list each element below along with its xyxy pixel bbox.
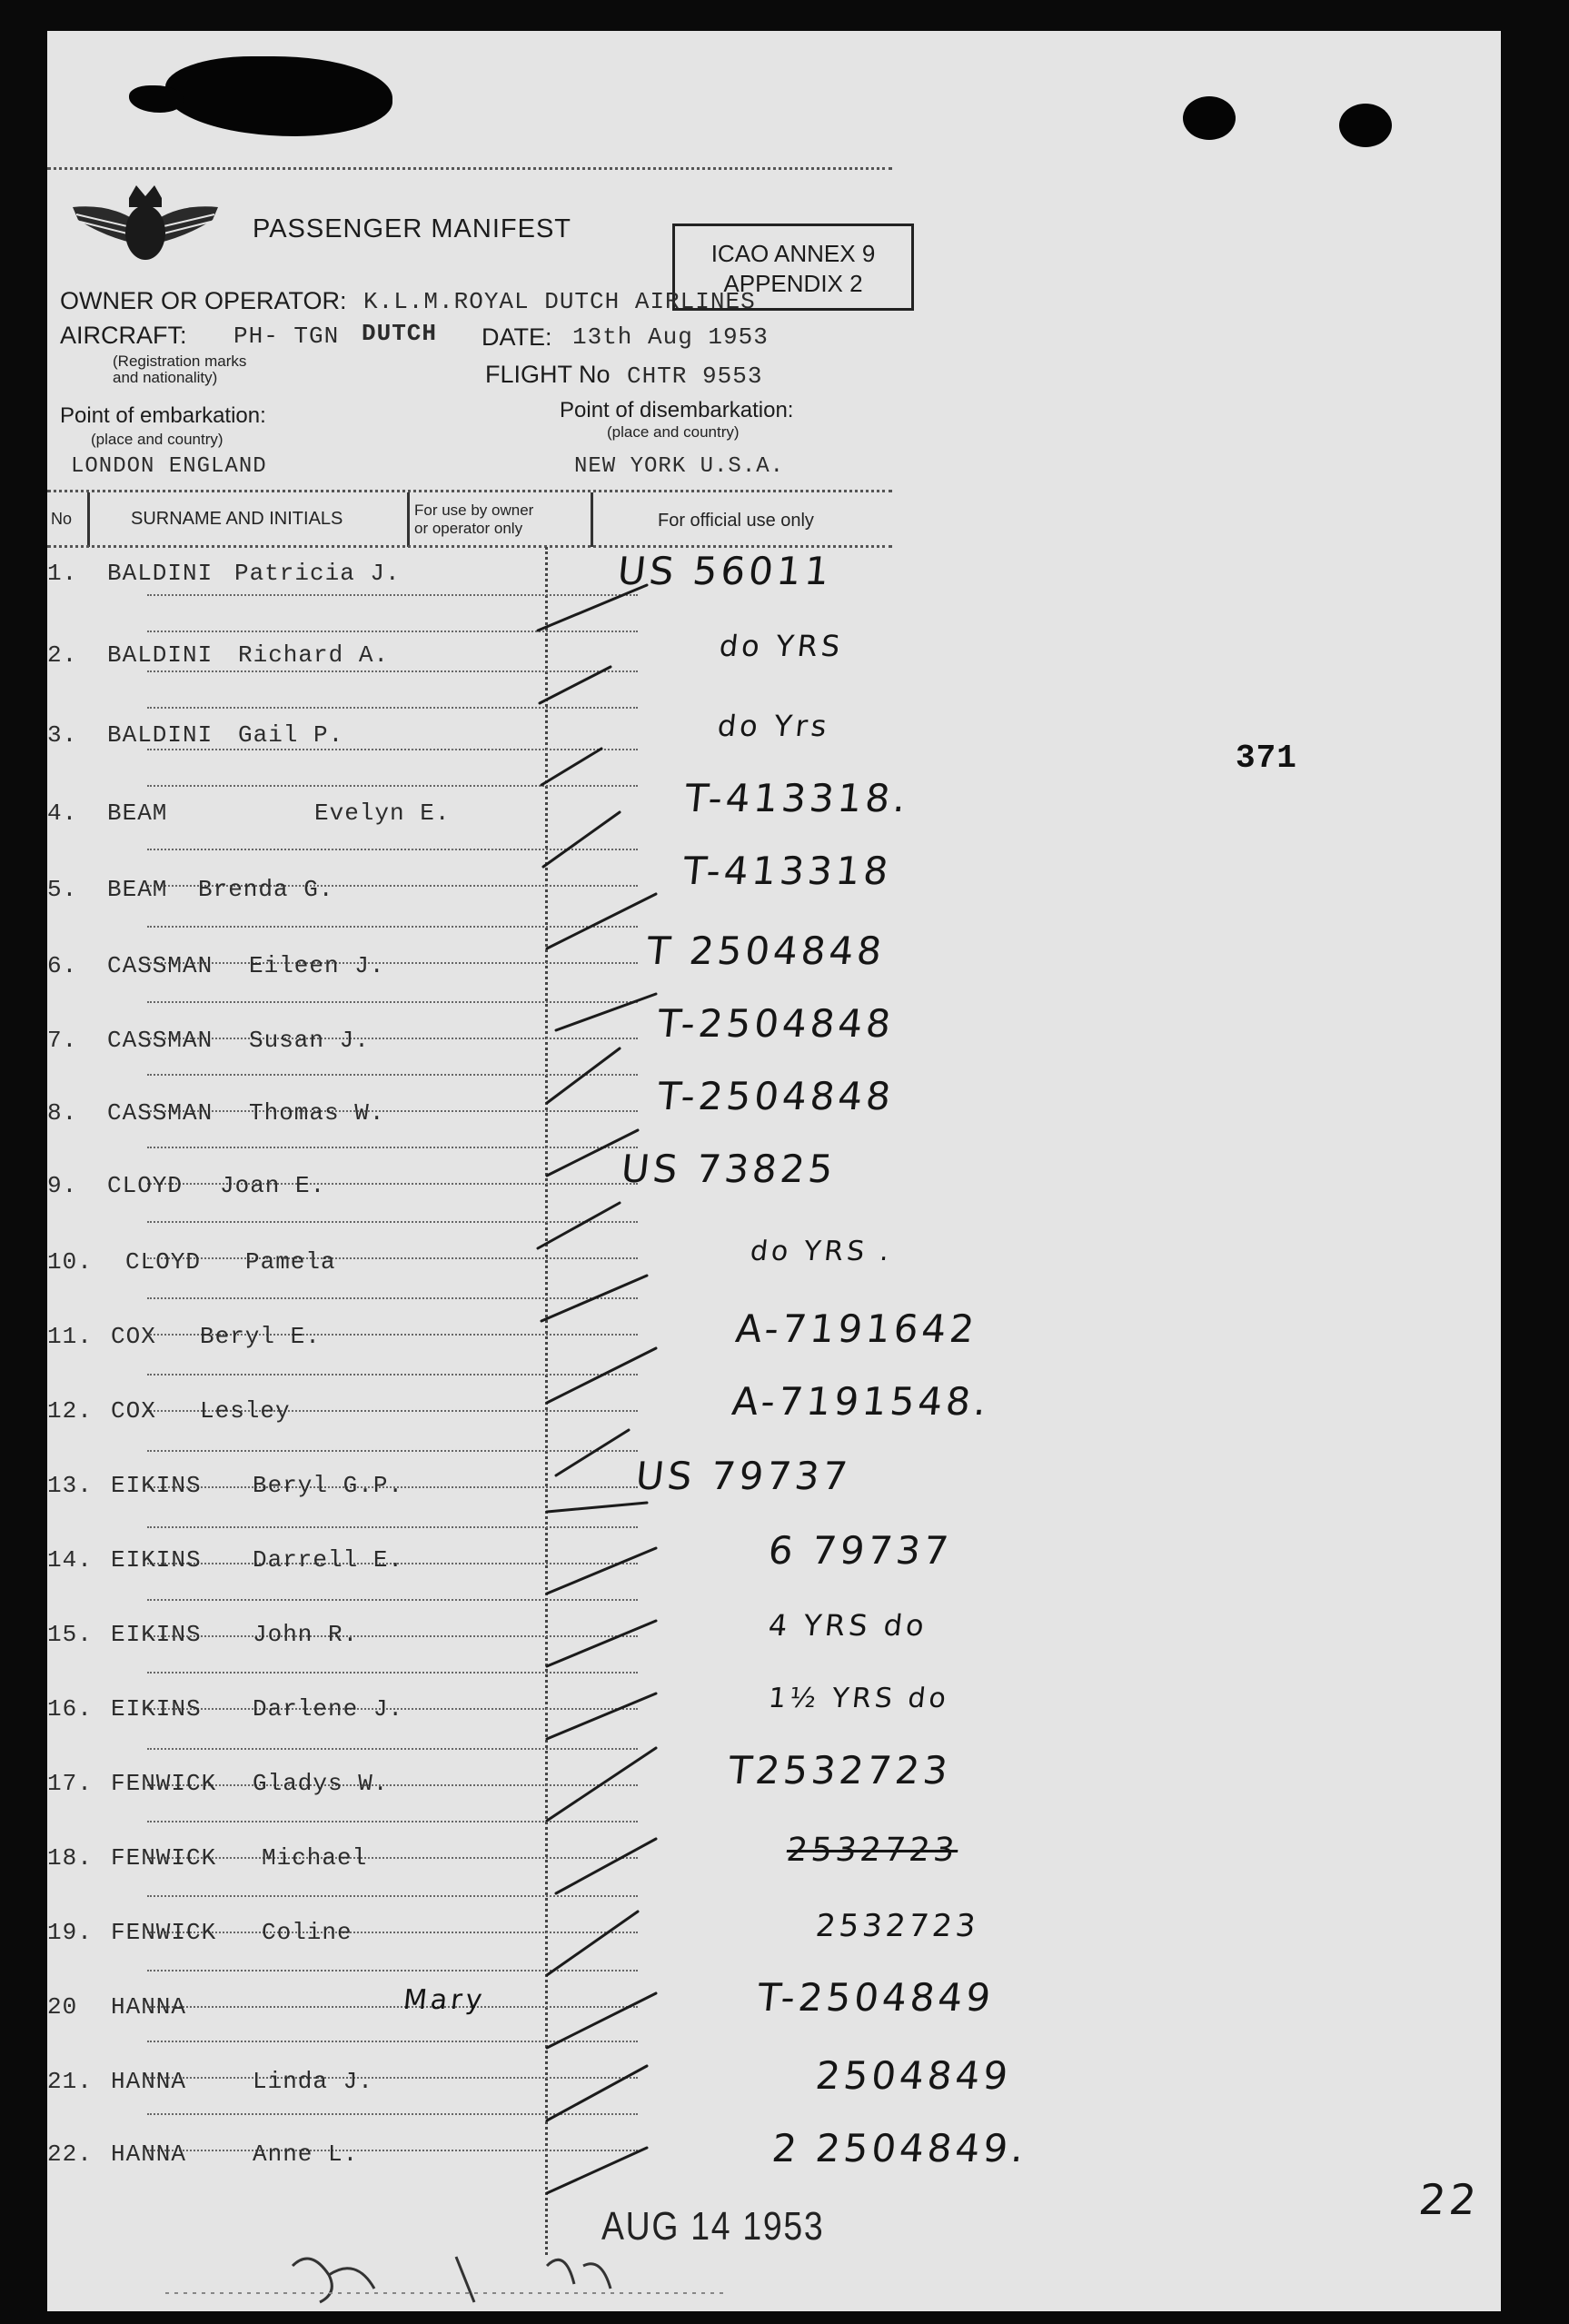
- row-number: 19.: [47, 1919, 93, 1946]
- owner-value: K.L.M.ROYAL DUTCH AIRLINES: [363, 288, 756, 315]
- embark-note: (place and country): [91, 431, 223, 448]
- passenger-surname: CLOYD: [125, 1248, 202, 1276]
- passenger-surname: FENWICK: [111, 1919, 217, 1946]
- col-divider: [407, 492, 410, 547]
- official-entry: A-7191548.: [730, 1379, 992, 1424]
- official-entry: 1½ YRS do: [767, 1683, 951, 1714]
- passenger-given-names: Beryl E.: [200, 1323, 321, 1350]
- passenger-surname: CASSMAN: [107, 1099, 214, 1127]
- nationality-value: DUTCH: [362, 320, 438, 347]
- corner-number: 22: [1416, 2175, 1483, 2224]
- disembark-note: (place and country): [607, 423, 740, 441]
- official-entry: US 73825: [619, 1147, 839, 1191]
- row-number: 1.: [47, 560, 78, 587]
- row-number: 17.: [47, 1770, 93, 1797]
- official-entry: T-413318: [680, 849, 894, 893]
- row-number: 9.: [47, 1172, 78, 1199]
- manifest-page: [47, 31, 1501, 2311]
- row-number: 2.: [47, 641, 78, 669]
- disembark-label: Point of disembarkation:: [560, 398, 794, 422]
- embark-value: LONDON ENGLAND: [71, 454, 267, 479]
- passenger-given-names: Eileen J.: [249, 952, 385, 979]
- passenger-given-names: Joan E.: [220, 1172, 326, 1199]
- passenger-surname: CASSMAN: [107, 952, 214, 979]
- row-number: 6.: [47, 952, 78, 979]
- passenger-given-names: Brenda G.: [198, 876, 334, 903]
- official-entry: 2 2504849.: [770, 2126, 1030, 2170]
- official-entry: 6 79737: [766, 1528, 955, 1573]
- annex-line-1: ICAO ANNEX 9: [710, 240, 876, 267]
- passenger-given-names: Mary: [402, 1984, 488, 2016]
- passenger-given-names: Richard A.: [238, 641, 390, 669]
- passenger-given-names: Anne L.: [253, 2140, 359, 2168]
- col-divider: [87, 492, 90, 547]
- punch-hole-right: [1339, 104, 1392, 147]
- row-number: 8.: [47, 1099, 78, 1127]
- official-entry: T-2504848: [655, 1001, 897, 1046]
- table-header-rule: [47, 545, 892, 548]
- col-owner-use-2: or operator only: [414, 520, 523, 537]
- official-entry: 2532723: [784, 1832, 960, 1869]
- passenger-surname: EIKINS: [111, 1621, 202, 1648]
- official-entry: A-7191642: [733, 1306, 980, 1351]
- passenger-surname: BEAM: [107, 876, 168, 903]
- redaction-mark: [165, 56, 392, 136]
- embark-label: Point of embarkation:: [60, 403, 266, 428]
- aircraft-value: PH- TGN: [233, 323, 340, 350]
- row-number: 20: [47, 1993, 78, 2021]
- date-value: 13th Aug 1953: [572, 323, 769, 351]
- flight-value: CHTR 9553: [627, 363, 763, 390]
- passenger-given-names: Michael: [262, 1844, 368, 1872]
- passenger-given-names: Gladys W.: [253, 1770, 389, 1797]
- owner-check-marks: [520, 567, 665, 2257]
- official-entry: US 56011: [615, 549, 835, 593]
- row-number: 21.: [47, 2068, 93, 2095]
- official-entry: T-413318.: [682, 776, 912, 820]
- receipt-date-stamp: AUG 14 1953: [601, 2204, 825, 2249]
- row-number: 14.: [47, 1546, 93, 1574]
- passenger-given-names: Coline: [262, 1919, 353, 1946]
- punch-hole-left: [1183, 96, 1236, 140]
- passenger-surname: COX: [111, 1397, 156, 1425]
- date-label: DATE:: [482, 323, 552, 351]
- passenger-surname: BALDINI: [107, 641, 214, 669]
- col-divider: [591, 492, 593, 547]
- registration-note-1: (Registration marks: [113, 353, 247, 370]
- passenger-given-names: Gail P.: [238, 721, 344, 749]
- passenger-surname: FENWICK: [111, 1770, 217, 1797]
- top-dotted-edge: [47, 167, 892, 170]
- passenger-given-names: John R.: [253, 1621, 359, 1648]
- row-number: 5.: [47, 876, 78, 903]
- registration-note-2: and nationality): [113, 369, 218, 386]
- official-entry: 2532723: [813, 1908, 981, 1944]
- official-entry: US 79737: [633, 1454, 853, 1498]
- table-top-rule: [47, 490, 892, 492]
- passenger-given-names: Evelyn E.: [314, 799, 451, 827]
- page-number: 371: [1236, 740, 1297, 777]
- disembark-value: NEW YORK U.S.A.: [574, 454, 785, 479]
- row-number: 7.: [47, 1027, 78, 1054]
- aircraft-label: AIRCRAFT:: [60, 322, 187, 349]
- passenger-surname: HANNA: [111, 2068, 187, 2095]
- official-entry: T 2504848: [644, 929, 888, 973]
- passenger-given-names: Beryl G.P.: [253, 1472, 404, 1499]
- passenger-surname: COX: [111, 1323, 156, 1350]
- official-entry: do YRS .: [749, 1236, 895, 1267]
- passenger-surname: EIKINS: [111, 1695, 202, 1723]
- redaction-mark: [129, 85, 184, 113]
- row-number: 11.: [47, 1323, 93, 1350]
- col-surname: SURNAME AND INITIALS: [131, 509, 343, 529]
- official-entry: 2504849: [813, 2053, 1014, 2098]
- row-number: 4.: [47, 799, 78, 827]
- passenger-given-names: Darlene J.: [253, 1695, 404, 1723]
- passenger-surname: HANNA: [111, 2140, 187, 2168]
- klm-crown-wings-logo: [64, 180, 227, 271]
- col-no: No: [51, 510, 73, 528]
- passenger-surname: FENWICK: [111, 1844, 217, 1872]
- manifest-title: PASSENGER MANIFEST: [253, 214, 572, 243]
- passenger-given-names: Linda J.: [253, 2068, 373, 2095]
- row-number: 13.: [47, 1472, 93, 1499]
- row-number: 16.: [47, 1695, 93, 1723]
- passenger-surname: CLOYD: [107, 1172, 184, 1199]
- passenger-given-names: Patricia J.: [234, 560, 401, 587]
- official-entry: do Yrs: [716, 709, 832, 743]
- passenger-given-names: Pamela: [245, 1248, 336, 1276]
- passenger-surname: BEAM: [107, 799, 168, 827]
- bottom-signature-scrawl: [111, 2239, 747, 2311]
- passenger-surname: BALDINI: [107, 560, 214, 587]
- row-number: 3.: [47, 721, 78, 749]
- passenger-surname: EIKINS: [111, 1472, 202, 1499]
- official-entry: T2532723: [726, 1748, 954, 1793]
- passenger-given-names: Lesley: [200, 1397, 291, 1425]
- official-entry: 4 YRS do: [767, 1608, 929, 1643]
- passenger-surname: EIKINS: [111, 1546, 202, 1574]
- passenger-surname: BALDINI: [107, 721, 214, 749]
- row-number: 15.: [47, 1621, 93, 1648]
- official-entry: do YRS: [718, 629, 846, 663]
- row-number: 12.: [47, 1397, 93, 1425]
- passenger-surname: HANNA: [111, 1993, 187, 2021]
- annex-line-2: APPENDIX 2: [723, 270, 863, 297]
- col-official: For official use only: [658, 511, 814, 531]
- owner-label: OWNER OR OPERATOR:: [60, 287, 347, 314]
- col-owner-use-1: For use by owner: [414, 502, 534, 519]
- official-entry: T-2504848: [655, 1074, 897, 1118]
- passenger-given-names: Susan J.: [249, 1027, 370, 1054]
- passenger-given-names: Thomas W.: [249, 1099, 385, 1127]
- official-entry: T-2504849: [755, 1975, 997, 2020]
- passenger-given-names: Darrell E.: [253, 1546, 404, 1574]
- passenger-surname: CASSMAN: [107, 1027, 214, 1054]
- row-number: 22.: [47, 2140, 93, 2168]
- row-number: 10.: [47, 1248, 93, 1276]
- flight-label: FLIGHT No: [485, 361, 611, 388]
- row-number: 18.: [47, 1844, 93, 1872]
